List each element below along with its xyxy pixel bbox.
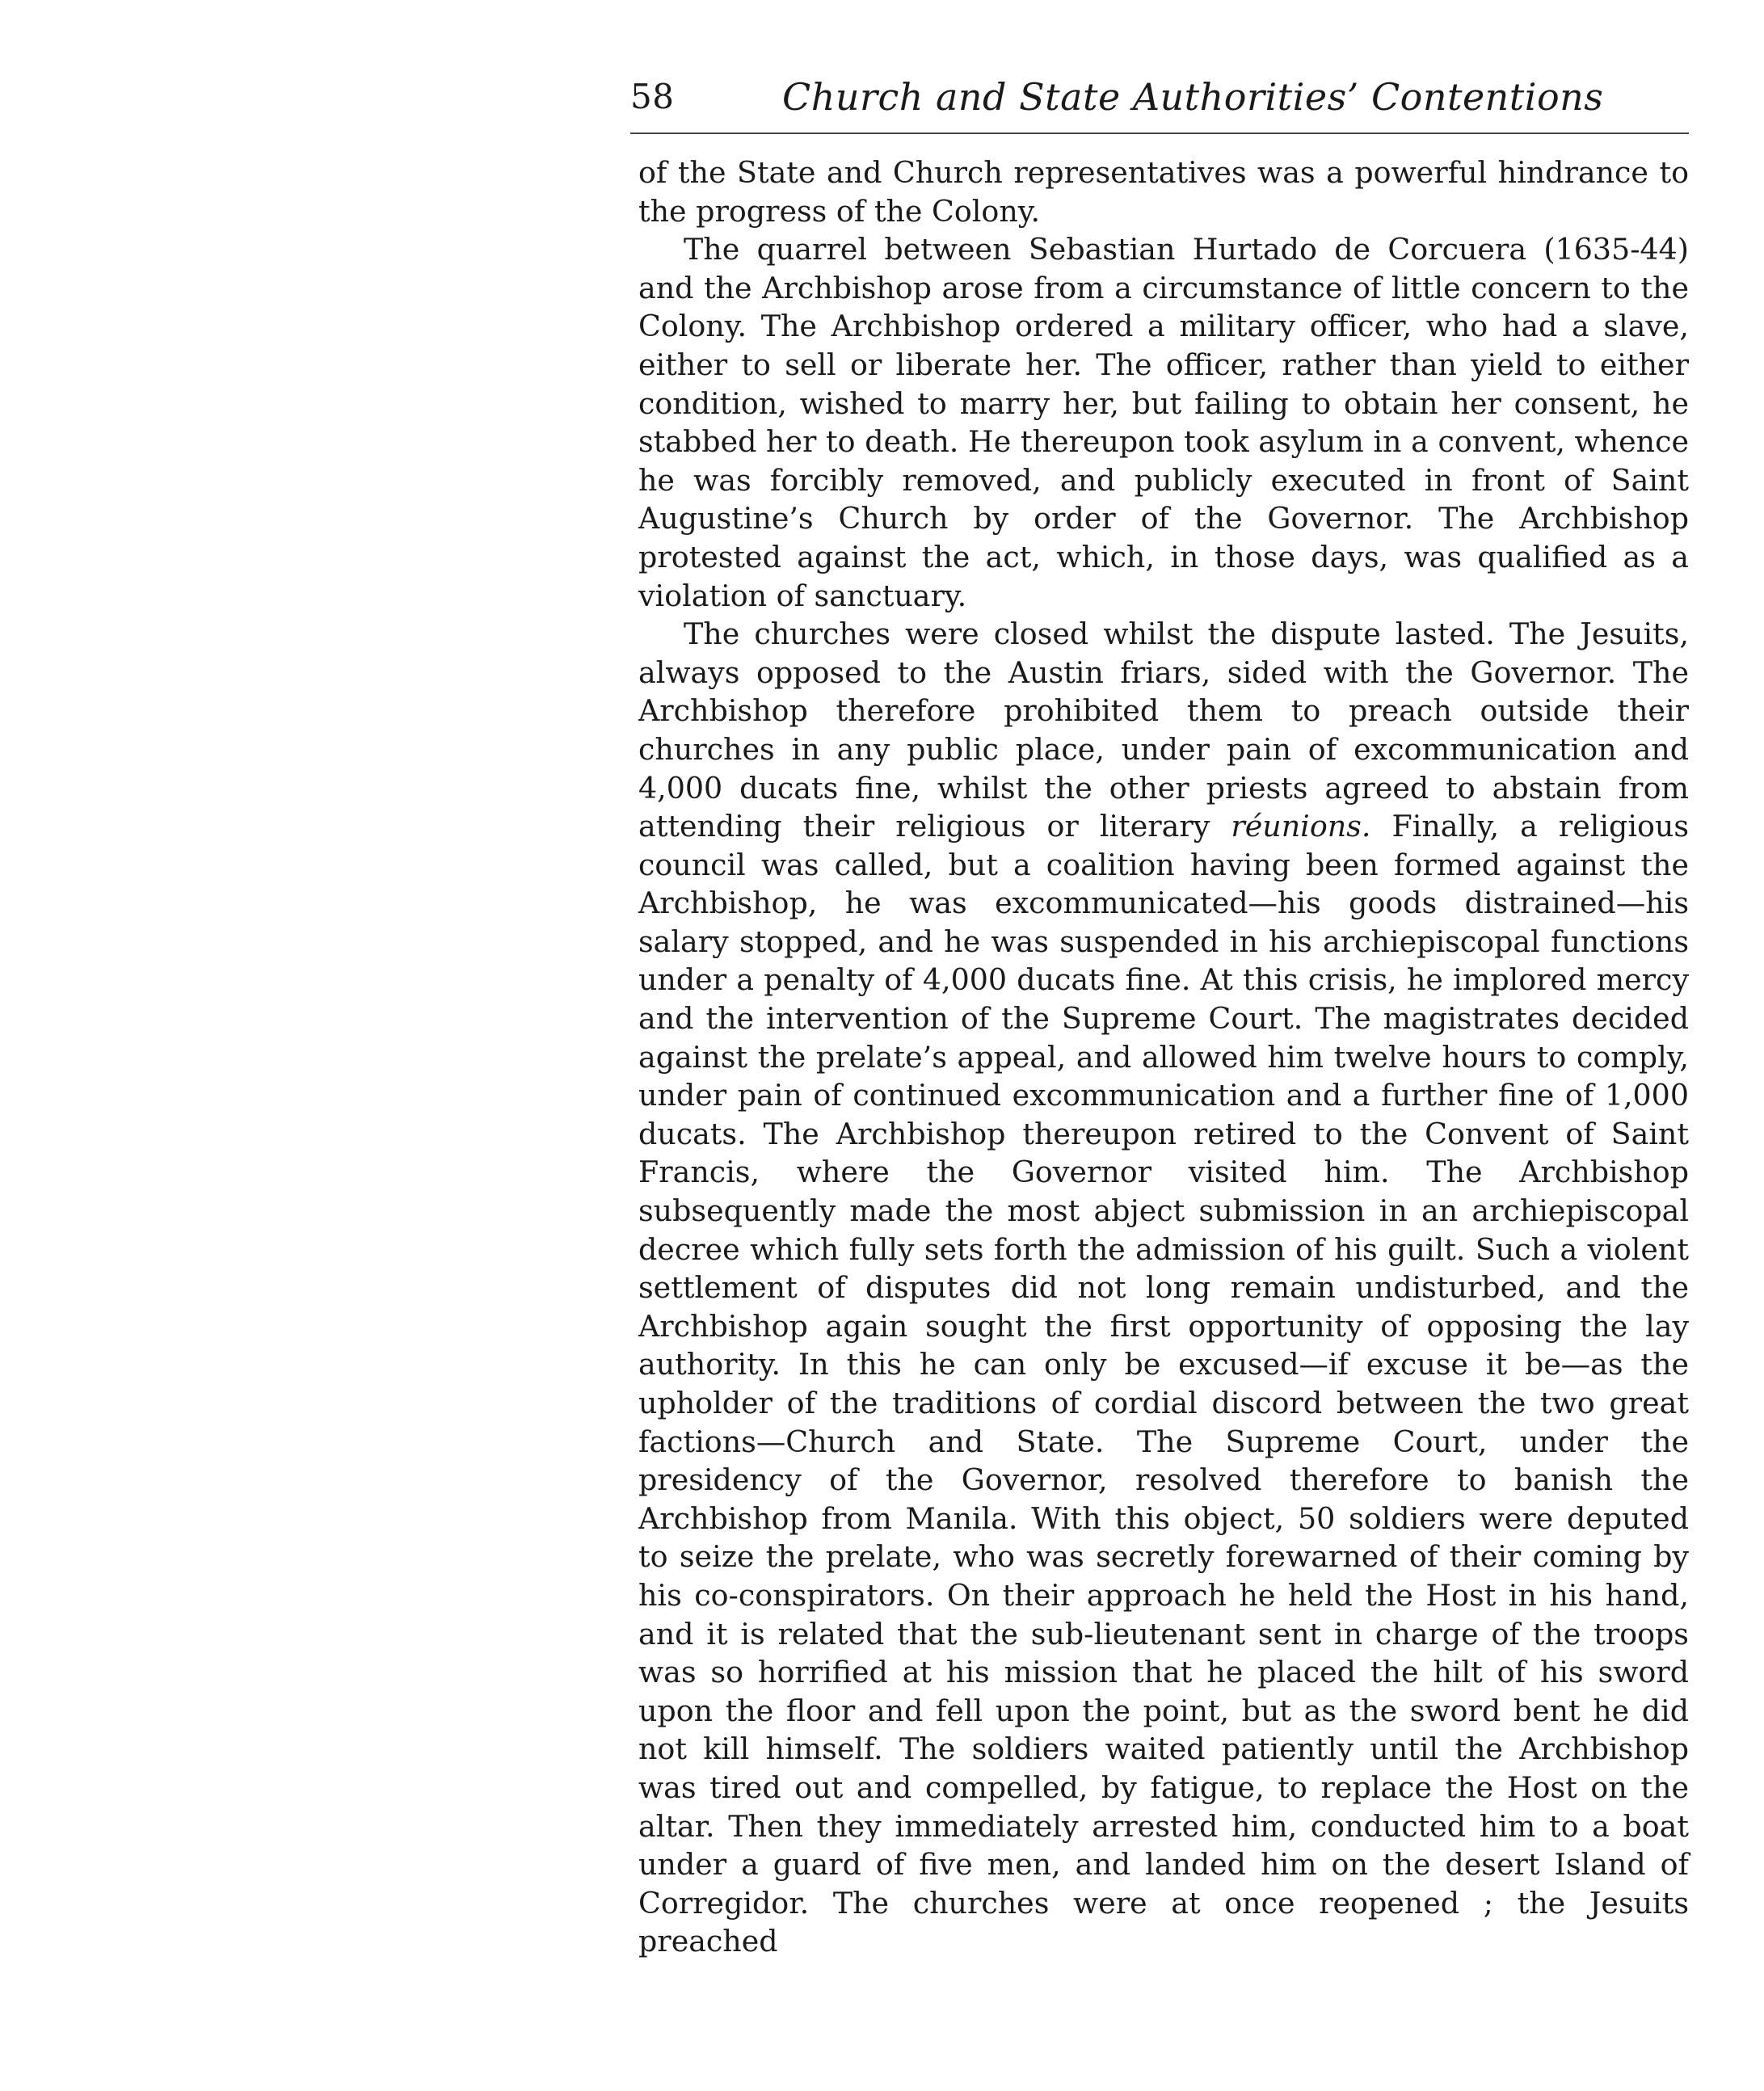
paragraph-continuation: of the State and Church representatives was a powerful hindrance to the progress of the Colony. (638, 155, 1689, 229)
paragraph-text: Finally, a religious council was called, but a coalition having been formed against the Archbishop, he was excommunicated—his goods distrained—his salary stopped, and he was suspended in his archiepiscopal functions under a penalty of 4,000 ducats fine. At this crisis, he implored mercy and the intervention of the Supreme Court. The magistrates decided against the prelate’s appeal, and allowed him twelve hours to comply, under pain of continued excommunication and a further fine of 1,000 ducats. The Archbishop thereupon retired to the Convent of Saint Francis, where the Governor visited him. The Archbishop subsequently made the most abject submission in an archiepiscopal decree which fully sets forth the admission of his guilt. Such a violent settlement of disputes did not long remain undisturbed, and the Archbishop again sought the first opportunity of opposing the lay authority. In this he can only be excused—if excuse it be—as the upholder of the traditions of cordial discord between the two great factions—Church and State. The Supreme Court, under the presidency of the Governor, resolved therefore to banish the Archbishop from Manila. With this object, 50 soldiers were deputed to seize the prelate, who was secretly forewarned of their coming by his co-conspirators. On their approach he held the Host in his hand, and it is related that the sub-lieutenant sent in charge of the troops was so horrified at his mission that he placed the hilt of his sword upon the floor and fell upon the point, but as the sword bent he did not kill himself. The soldiers waited patiently until the Archbishop was tired out and compelled, by fatigue, to replace the Host on the altar. Then they immediately arrested him, conducted him to a boat under a guard of five men, and landed him on the desert Island of Corregidor. The churches were at once reopened ; the Jesuits preached (638, 809, 1689, 1959)
running-title: Church and State Authorities’ Contentions (782, 75, 1604, 119)
italic-term: réunions. (1231, 809, 1371, 844)
body-text (638, 154, 1689, 1961)
page-number: 58 (630, 77, 675, 116)
paragraph-text: The churches were closed whilst the dispute lasted. The Jesuits, always opposed to the Austin friars, sided with the Governor. The Archbishop therefore prohibited them to preach outside their churches in any public place, under pain of excommunication and 4,000 ducats fine, whilst the other priests agreed to abstain from attending their religious or literary (638, 616, 1689, 844)
paragraph-quarrel: The quarrel between Sebastian Hurtado de Corcuera (1635-44) and the Archbishop arose from a circumstance of little concern to the Colony. The Archbishop ordered a military officer, who had a slave, either to sell or liberate her. The officer, rather than yield to either condition, wished to marry her, but failing to obtain her consent, he stabbed her to death. He thereupon took asylum in a convent, whence he was forcibly removed, and publicly executed in front of Saint Augustine’s Church by order of the Governor. The Archbishop protested against the act, which, in those days, was qualified as a violation of sanctuary. (638, 232, 1689, 613)
page-header (630, 63, 1689, 128)
header-rule (630, 133, 1689, 134)
paragraph-churches-closed (638, 615, 1689, 1961)
